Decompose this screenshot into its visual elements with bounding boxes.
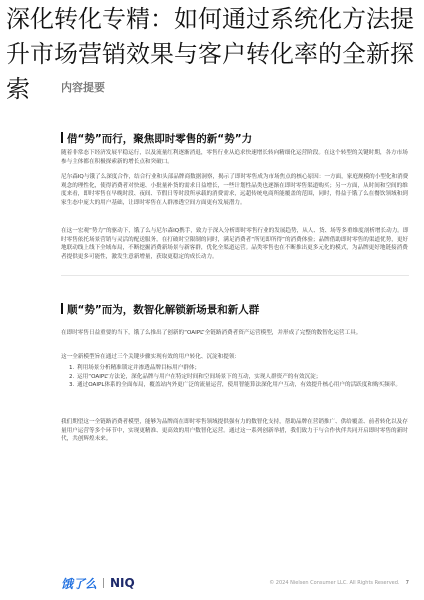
eleme-logo: 饿了么 bbox=[61, 576, 98, 591]
paragraph: 在即时零售日益重要的当下，饿了么推出了创新的“OAIPL”全链路消费者资产运营模型，并形成了完整的数智化运营工具。 bbox=[61, 330, 362, 336]
list-item: 1. 利用场景分析精准锁定并渗透品牌目标用户群体； bbox=[69, 365, 201, 371]
page-footer bbox=[61, 575, 409, 591]
list-item: 2. 运用“OAIPL”方法论，深化品牌与用户在特定时间和空间场景下的互动，实现人群资产的有效沉淀； bbox=[69, 373, 322, 380]
copyright-text: © 2024 Nielsen Consumer LLC. All Rights Reserved. bbox=[269, 580, 400, 586]
section-heading-1-text: 借“势”而行，聚焦即时零售的新“势”力 bbox=[67, 133, 253, 145]
list-item: 3. 通过OAIPL体系的全面布局，覆盖站内外更广泛的流量运营，使用智能算法深化用户互动，有效提升核心用户的活跃度和购买频率。 bbox=[69, 382, 401, 389]
paragraph: 随着非常态下经济发展平稳运行，以及流量红利逐渐消退，零售行业从追求快速增长转向精细化运营阶段。在这个转型的关键时期，各方市场参与主体都在积极探索新的增长点和突破口。 bbox=[61, 150, 408, 165]
paragraph: 我们期望这一全链路消费者模型，能够为品牌商在即时零售领域提供强有力的数智化支持，帮助品牌在营销推广、供给覆盖、前者转化以及存量用户运营等多个环节中，实现更精准、更高效的用户数智化运营。通过这一系列创新举措，我们致力于与合作伙伴共同开启即时零售的新时代，共创辉煌未来。 bbox=[61, 419, 408, 443]
section-heading-1 bbox=[61, 131, 252, 146]
heading-marker bbox=[61, 132, 63, 143]
niq-logo: NIQ bbox=[110, 576, 135, 590]
steps-list bbox=[69, 364, 407, 390]
document-page bbox=[55, 75, 413, 595]
summary-label: 内容提要 bbox=[61, 81, 105, 94]
paragraph: 这一全新模型旨在通过三个关键步骤实现有效的用户转化、沉淀和提领： bbox=[61, 354, 241, 360]
page-title: 深化转化专精：如何通过系统化方法提升市场营销效果与客户转化率的全新探索 bbox=[6, 5, 414, 103]
paragraph: 在这一宏观“势力”的驱动下，饿了么与尼尔森IQ携手，致力于深入分析即时零售行业的发展趋势，从人、货、场等多重维度剖析增长动力。即时零售依托场景营销与灵活的配送服务，在打破时空限制的同时，满足消费者“所见即所得”的消费体验；品牌借助即时零售的渠道优势，更好地联动线上线下全域布局，不断挖掘消费新场景与新客群，优化全渠道运营。品类零售也在不断推出更多元化的模式，为品牌更好地链接消费者提供更多可能性，激发生意新增量，获取更稳定的成长动力。 bbox=[61, 228, 409, 260]
logo-divider bbox=[103, 578, 104, 588]
heading-marker bbox=[61, 303, 63, 314]
divider bbox=[61, 275, 409, 276]
section-heading-2 bbox=[61, 302, 259, 317]
section-heading-2-text: 顺“势”而为，数智化解锁新场景和新人群 bbox=[67, 304, 260, 316]
paragraph: 尼尔森IQ与饿了么深度合作，结合行业和头部品牌商数据洞察，揭示了即时零售成为市场焦点的核心原因：一方面，家庭规模的小型化和消费观念的理性化，使得消费者对快速、小批量补货的需求日益增长，一些计划性品类也逐渐在即时零售渠道购买；另一方面，从时间和空间的维度来看，即时零售在早晚时段、夜间、节假日等时段所承载的消费需求，远超传统电商所能覆盖的范围，同时，得益于饿了么在餐饮领域和到家生态中庞大的用户基础，让即时零售在人群渗透空间方面更有发展潜力。 bbox=[61, 174, 409, 206]
page-number: 7 bbox=[405, 580, 409, 586]
